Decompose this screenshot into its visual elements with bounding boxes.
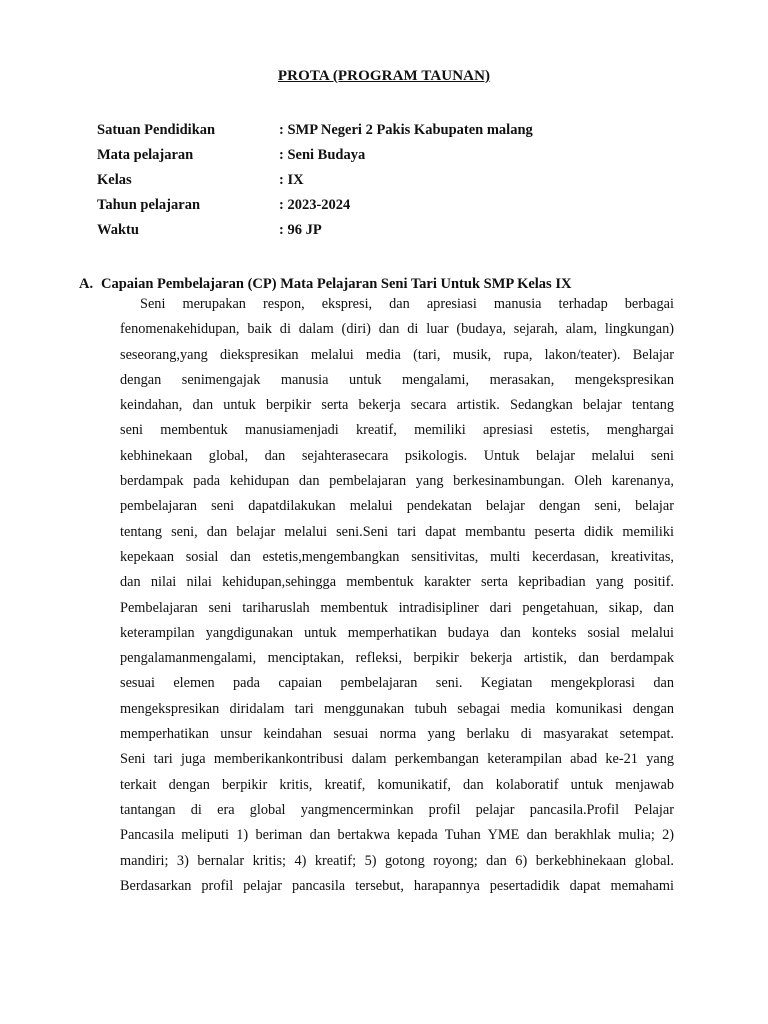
paragraph-line: kebhinekaan global, dan sejahterasecara psikologis. Untuk belajar melalui seni <box>120 447 674 464</box>
paragraph-line: pengalamanmengalami, menciptakan, refleksi, berpikir bekerja artistik, dan berdampak <box>120 650 674 667</box>
paragraph-line: keindahan, dan untuk berpikir serta bekerja secara artistik. Sedangkan belajar tentang <box>120 397 674 414</box>
info-row-tahun-pelajaran <box>97 193 697 218</box>
paragraph-line: Berdasarkan profil pelajar pancasila tersebut, harapannya pesertadidik dapat memahami <box>120 877 674 894</box>
paragraph-line: kepekaan sosial dan estetis,mengembangkan sensitivitas, multi kecerdasan, kreativitas, <box>120 548 674 565</box>
paragraph-line: Seni tari juga memberikankontribusi dalam perkembangan keterampilan abad ke-21 yang <box>120 751 674 768</box>
info-label: Tahun pelajaran <box>97 197 201 213</box>
info-row-waktu <box>97 218 697 243</box>
info-value: : 2023-2024 <box>279 197 351 213</box>
section-heading-text: Capaian Pembelajaran (CP) Mata Pelajaran Seni Tari Untuk SMP Kelas IX <box>101 276 572 292</box>
section-paragraph <box>120 292 674 899</box>
paragraph-line: mengekspresikan diridalam tari menggunakan tubuh sebagai media komunikasi dengan <box>120 700 674 717</box>
info-value: : SMP Negeri 2 Pakis Kabupaten malang <box>279 122 533 138</box>
document-title: PROTA (PROGRAM TAUNAN) <box>277 68 491 84</box>
info-row-mata-pelajaran <box>97 143 697 168</box>
info-value: : IX <box>279 172 304 188</box>
paragraph-line: pembelajaran seni dapatdilakukan melalui pendekatan belajar dengan seni, belajar <box>120 498 674 515</box>
paragraph-line: dengan senimengajak manusia untuk mengalami, merasakan, mengekspresikan <box>120 371 674 388</box>
section-heading <box>79 276 571 293</box>
info-table <box>97 118 697 243</box>
info-value: : Seni Budaya <box>279 147 366 163</box>
paragraph-line: fenomenakehidupan, baik di dalam (diri) dan di luar (budaya, sejarah, alam, lingkungan) <box>120 321 674 338</box>
paragraph-line: tentang seni, dan belajar melalui seni.Seni tari dapat membantu peserta didik memiliki <box>120 523 674 540</box>
paragraph-line: Pancasila meliputi 1) beriman dan bertakwa kepada Tuhan YME dan berakhlak mulia; 2) <box>120 827 674 844</box>
info-label: Satuan Pendidikan <box>97 122 216 138</box>
paragraph-line: keterampilan yangdigunakan untuk memperhatikan budaya dan konteks sosial melalui <box>120 624 674 641</box>
paragraph-line: sesuai elemen pada capaian pembelajaran seni. Kegiatan mengekplorasi dan <box>120 675 674 692</box>
paragraph-line: seni membentuk manusiamenjadi kreatif, memiliki apresiasi estetis, menghargai <box>120 422 674 439</box>
info-value: : 96 JP <box>279 222 322 238</box>
info-label: Mata pelajaran <box>97 147 194 163</box>
section-marker: A. <box>79 276 94 292</box>
info-row-satuan-pendidikan <box>97 118 697 143</box>
paragraph-line: tantangan di era global yangmencerminkan profil pelajar pancasila.Profil Pelajar <box>120 801 674 818</box>
info-label: Kelas <box>97 172 132 188</box>
paragraph-line: seseorang,yang diekspresikan melalui media (tari, musik, rupa, lakon/teater). Belajar <box>120 346 674 363</box>
paragraph-line: Pembelajaran seni tariharuslah membentuk intradisipliner dari pengetahuan, sikap, dan <box>120 599 674 616</box>
paragraph-line: terkait dengan berpikir kritis, kreatif, komunikatif, dan kolaboratif untuk menjawab <box>120 776 674 793</box>
paragraph-line: mandiri; 3) bernalar kritis; 4) kreatif; 5) gotong royong; dan 6) berkebhinekaan global. <box>120 852 674 869</box>
paragraph-line: Seni merupakan respon, ekspresi, dan apresiasi manusia terhadap berbagai <box>140 296 674 312</box>
info-row-kelas <box>97 168 697 193</box>
info-label: Waktu <box>97 222 139 238</box>
paragraph-line: dan nilai nilai kehidupan,sehingga membentuk karakter serta kepribadian yang positif. <box>120 574 674 591</box>
paragraph-line: berdampak pada kehidupan dan pembelajaran yang berkesinambungan. Oleh karenanya, <box>120 473 674 490</box>
paragraph-line: memperhatikan unsur keindahan sesuai norma yang berlaku di masyarakat setempat. <box>120 726 674 743</box>
